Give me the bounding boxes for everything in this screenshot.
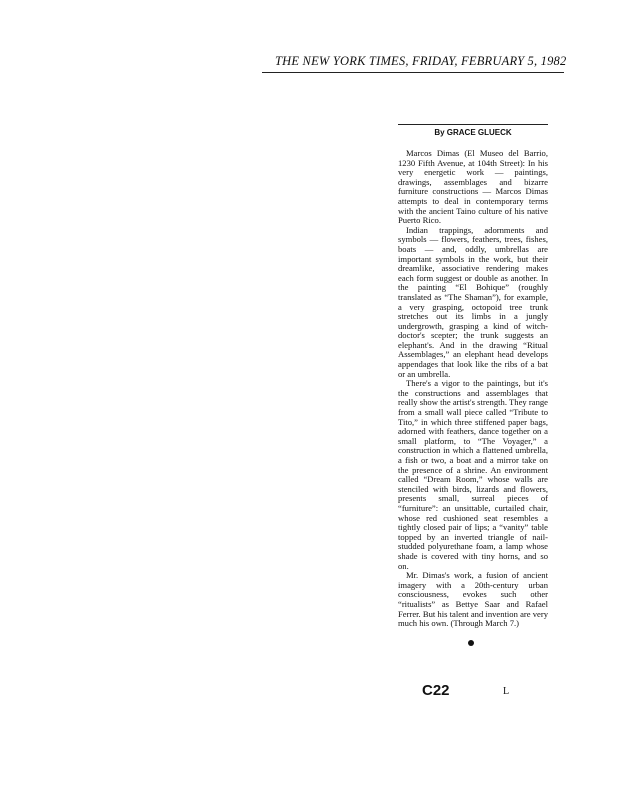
paragraph: Indian trappings, adornments and symbols — flowers, feathers, trees, fishes, boats — and, oddly, umbrellas are important symbols in the work, but their dreamlike, associative rendering makes each form suggest or double as another. In the painting “El Bohique” (roughly translated as “The Shaman”), for example, a very grasping, octopoid tree trunk stretches out its limbs in a jungly undergrowth, grasping a kind of witch-doctor's scepter; the trunk suggests an elephant's. And in the drawing “Ritual Assemblages,” an elephant head develops appendages that look like the ribs of a bat or an umbrella. bbox=[398, 224, 548, 379]
paragraph: Marcos Dimas (El Museo del Barrio, 1230 Fifth Avenue, at 104th Street): In his very energetic work — paintings, drawings, assemblages and bizarre furniture constructions — Marcos Dimas attempts to deal in contemporary terms with the ancient Taino culture of his native Puerto Rico. bbox=[398, 148, 548, 226]
paragraph: There's a vigor to the paintings, but it's the constructions and assemblages that really show the artist's strength. They range from a small wall piece called “Tribute to Tito,” in which three stiffened paper bags, adorned with feathers, dance together on a small platform, to “The Voyager,” a construction in which a flattened umbrella, a fish or two, a boat and a mirror take on the presence of a shrine. An environment called “Dream Room,” whose walls are stenciled with birds, lizards and flowers, presents small, surreal pieces of “furniture”: an unsittable, curtailed chair, whose red cushioned seat resembles a tightly closed pair of lips; a “vanity” table topped by an inverted triangle of nail-studded polyurethane foam, a lamp whose shade is covered with tiny horns, and so on. bbox=[398, 378, 548, 571]
masthead: THE NEW YORK TIMES, FRIDAY, FEBRUARY 5, 1982 bbox=[275, 54, 567, 68]
edition-mark: L bbox=[503, 686, 510, 697]
paragraph: Mr. Dimas's work, a fusion of ancient imagery with a 20th-century urban consciousness, evokes such other “ritualists” as Bettye Saar and Rafael Ferrer. But his talent and invention are very much his own. (Through March 7.) bbox=[398, 570, 548, 629]
byline: By GRACE GLUECK bbox=[434, 128, 512, 137]
end-bullet bbox=[468, 640, 474, 646]
page-number: C22 bbox=[422, 682, 450, 699]
article-body bbox=[398, 149, 548, 629]
masthead-rule bbox=[262, 72, 564, 73]
byline-rule bbox=[398, 124, 548, 125]
